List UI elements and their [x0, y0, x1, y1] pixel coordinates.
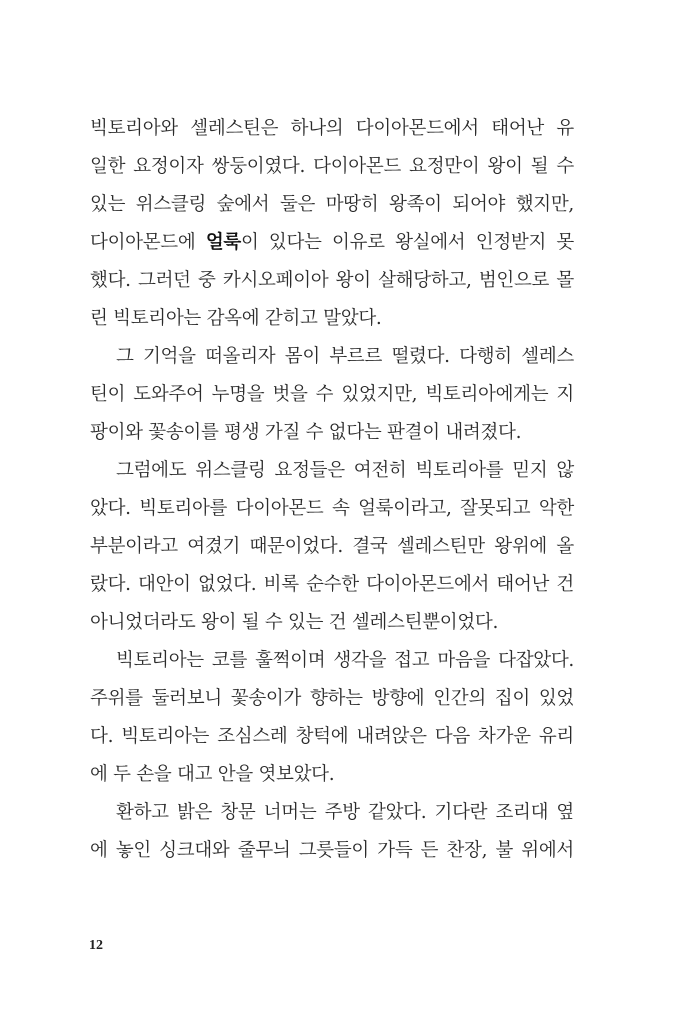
text-line: 다. 빅토리아는 조심스레 창턱에 내려앉은 다음 차가운 유리: [90, 726, 574, 747]
emphasized-word: 얼룩: [205, 232, 241, 253]
text-line: 틴이 도와주어 누명을 벗을 수 있었지만, 빅토리아에게는 지: [90, 384, 574, 405]
text-line: 팡이와 꽃송이를 평생 가질 수 없다는 판결이 내려졌다.: [90, 422, 522, 443]
text-line: [90, 224, 574, 262]
text-line: 았다. 빅토리아를 다이아몬드 속 얼룩이라고, 잘못되고 악한: [90, 498, 574, 519]
text-line: 있는 위스클링 숲에서 둘은 마땅히 왕족이 되어야 했지만,: [90, 194, 574, 215]
text-segment: 이 있다는 이유로 왕실에서 인정받지 못: [240, 232, 574, 253]
text-segment: 다이아몬드에: [90, 232, 206, 253]
text-line: 에 두 손을 대고 안을 엿보았다.: [90, 764, 335, 785]
text-line: 아니었더라도 왕이 될 수 있는 건 셀레스틴뿐이었다.: [90, 612, 499, 633]
text-line: 린 빅토리아는 감옥에 갇히고 말았다.: [90, 308, 382, 329]
text-line: 빅토리아와 셀레스틴은 하나의 다이아몬드에서 태어난 유: [90, 118, 574, 139]
text-line: 그 기억을 떠올리자 몸이 부르르 떨렸다. 다행히 셀레스: [116, 346, 574, 367]
text-line: 일한 요정이자 쌍둥이였다. 다이아몬드 요정만이 왕이 될 수: [90, 156, 574, 177]
body-text: [90, 110, 574, 870]
text-line: 그럼에도 위스클링 요정들은 여전히 빅토리아를 믿지 않: [116, 460, 574, 481]
text-line: 했다. 그러던 중 카시오페이아 왕이 살해당하고, 범인으로 몰: [90, 270, 574, 291]
text-line: 부분이라고 여겼기 때문이었다. 결국 셀레스틴만 왕위에 올: [90, 536, 574, 557]
text-line: 주위를 둘러보니 꽃송이가 향하는 방향에 인간의 집이 있었: [90, 688, 574, 709]
text-line: 에 놓인 싱크대와 줄무늬 그릇들이 가득 든 찬장, 불 위에서: [90, 840, 574, 861]
text-line: 빅토리아는 코를 훌쩍이며 생각을 접고 마음을 다잡았다.: [116, 650, 574, 671]
page-number: 12: [89, 938, 103, 953]
text-line: 랐다. 대안이 없었다. 비록 순수한 다이아몬드에서 태어난 건: [90, 574, 574, 595]
text-line: 환하고 밝은 창문 너머는 주방 같았다. 기다란 조리대 옆: [116, 802, 574, 823]
